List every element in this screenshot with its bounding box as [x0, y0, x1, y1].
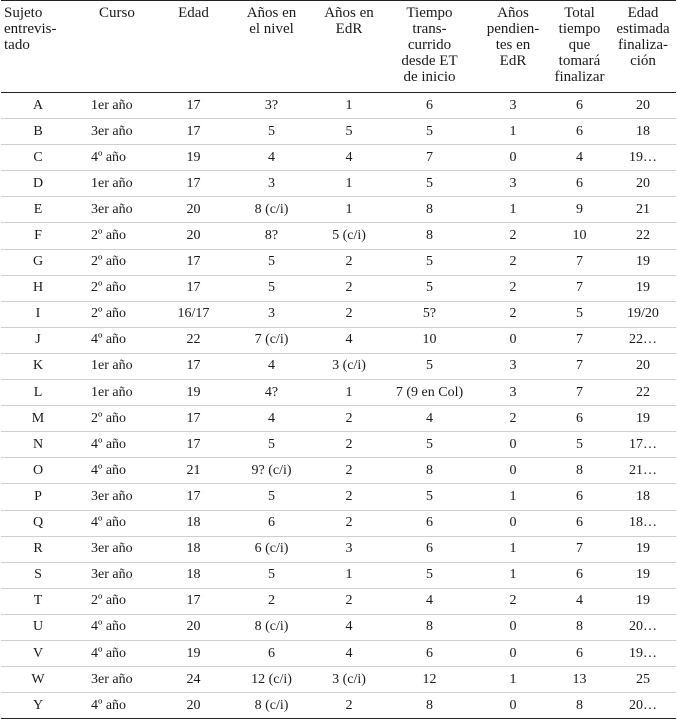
cell-tiempo-transcurrido: 5 [382, 119, 477, 145]
header-line: tes en [495, 37, 531, 53]
cell-anos-en-edr: 2 [316, 406, 382, 432]
cell-total-tiempo: 7 [549, 353, 610, 379]
cell-curso: 2º año [75, 588, 160, 614]
cell-sujeto: D [1, 171, 75, 197]
cell-anos-en-nivel: 9? (c/i) [227, 458, 316, 484]
cell-anos-pendientes: 1 [477, 197, 549, 223]
cell-tiempo-transcurrido: 10 [382, 327, 477, 353]
cell-anos-en-nivel: 5 [227, 484, 316, 510]
cell-edad-estimada: 18 [610, 119, 676, 145]
cell-anos-en-nivel: 3 [227, 171, 316, 197]
header-line: Sujeto [4, 5, 43, 21]
cell-anos-pendientes: 2 [477, 223, 549, 249]
cell-total-tiempo: 4 [549, 145, 610, 171]
cell-total-tiempo: 6 [549, 406, 610, 432]
cell-edad: 19 [160, 380, 227, 406]
cell-sujeto: F [1, 223, 75, 249]
cell-edad-estimada: 19 [610, 249, 676, 275]
cell-edad-estimada: 22… [610, 327, 676, 353]
cell-edad-estimada: 19… [610, 640, 676, 666]
cell-edad: 17 [160, 588, 227, 614]
table-row [1, 119, 676, 145]
cell-anos-en-edr: 2 [316, 275, 382, 301]
cell-tiempo-transcurrido: 12 [382, 667, 477, 693]
cell-total-tiempo: 7 [549, 380, 610, 406]
table-row [1, 223, 676, 249]
cell-sujeto: A [1, 93, 75, 119]
cell-anos-en-edr: 2 [316, 301, 382, 327]
header-line: Curso [99, 5, 135, 21]
table-row [1, 588, 676, 614]
cell-curso: 4º año [75, 693, 160, 719]
cell-anos-en-nivel: 4? [227, 380, 316, 406]
cell-edad-estimada: 21… [610, 458, 676, 484]
cell-total-tiempo: 6 [549, 484, 610, 510]
cell-total-tiempo: 4 [549, 588, 610, 614]
header-edad [160, 1, 227, 93]
header-edad-estimada [610, 1, 676, 93]
cell-edad-estimada: 21 [610, 197, 676, 223]
cell-curso: 2º año [75, 275, 160, 301]
cell-curso: 3er año [75, 562, 160, 588]
cell-anos-en-edr: 2 [316, 588, 382, 614]
table-row [1, 353, 676, 379]
cell-sujeto: R [1, 536, 75, 562]
cell-edad: 18 [160, 536, 227, 562]
cell-anos-en-edr: 4 [316, 614, 382, 640]
cell-anos-en-nivel: 6 [227, 510, 316, 536]
cell-total-tiempo: 9 [549, 197, 610, 223]
header-sujeto [1, 1, 75, 93]
cell-curso: 1er año [75, 353, 160, 379]
header-line: Total [564, 5, 595, 21]
table-row [1, 406, 676, 432]
cell-sujeto: T [1, 588, 75, 614]
cell-anos-en-nivel: 5 [227, 249, 316, 275]
cell-anos-en-edr: 5 (c/i) [316, 223, 382, 249]
cell-curso: 2º año [75, 249, 160, 275]
cell-total-tiempo: 6 [549, 510, 610, 536]
table-row [1, 536, 676, 562]
cell-curso: 2º año [75, 301, 160, 327]
cell-sujeto: H [1, 275, 75, 301]
cell-anos-pendientes: 0 [477, 614, 549, 640]
cell-anos-en-edr: 3 [316, 536, 382, 562]
cell-tiempo-transcurrido: 4 [382, 406, 477, 432]
cell-anos-en-nivel: 12 (c/i) [227, 667, 316, 693]
cell-total-tiempo: 8 [549, 458, 610, 484]
table-row [1, 145, 676, 171]
cell-anos-en-nivel: 2 [227, 588, 316, 614]
cell-tiempo-transcurrido: 8 [382, 223, 477, 249]
cell-curso: 3er año [75, 119, 160, 145]
cell-tiempo-transcurrido: 8 [382, 197, 477, 223]
header-anos-en-nivel [227, 1, 316, 93]
cell-edad: 17 [160, 93, 227, 119]
cell-edad: 20 [160, 693, 227, 719]
cell-anos-en-edr: 2 [316, 510, 382, 536]
cell-curso: 1er año [75, 93, 160, 119]
cell-curso: 2º año [75, 223, 160, 249]
cell-curso: 1er año [75, 171, 160, 197]
cell-sujeto: C [1, 145, 75, 171]
cell-edad-estimada: 18… [610, 510, 676, 536]
header-line: que [568, 37, 591, 53]
table-row [1, 380, 676, 406]
cell-edad-estimada: 20 [610, 93, 676, 119]
cell-anos-en-edr: 2 [316, 249, 382, 275]
header-row [1, 1, 676, 93]
cell-tiempo-transcurrido: 4 [382, 588, 477, 614]
cell-anos-pendientes: 3 [477, 171, 549, 197]
cell-tiempo-transcurrido: 7 [382, 145, 477, 171]
cell-curso: 3er año [75, 484, 160, 510]
cell-tiempo-transcurrido: 6 [382, 640, 477, 666]
cell-total-tiempo: 10 [549, 223, 610, 249]
header-line: tiempo [558, 21, 601, 37]
cell-sujeto: M [1, 406, 75, 432]
header-anos-en-edr [316, 1, 382, 93]
cell-curso: 3er año [75, 667, 160, 693]
cell-anos-en-edr: 4 [316, 145, 382, 171]
cell-edad-estimada: 19 [610, 562, 676, 588]
header-line: finalizar [554, 69, 605, 85]
table-row [1, 693, 676, 719]
cell-anos-pendientes: 3 [477, 93, 549, 119]
cell-curso: 4º año [75, 432, 160, 458]
table-row [1, 249, 676, 275]
cell-tiempo-transcurrido: 5 [382, 562, 477, 588]
cell-edad-estimada: 18 [610, 484, 676, 510]
cell-edad-estimada: 19 [610, 588, 676, 614]
cell-tiempo-transcurrido: 8 [382, 458, 477, 484]
table-row [1, 562, 676, 588]
cell-sujeto: K [1, 353, 75, 379]
cell-total-tiempo: 5 [549, 432, 610, 458]
table-row [1, 640, 676, 666]
cell-total-tiempo: 5 [549, 301, 610, 327]
table-row [1, 171, 676, 197]
cell-anos-pendientes: 0 [477, 640, 549, 666]
cell-edad: 18 [160, 510, 227, 536]
cell-edad-estimada: 20 [610, 353, 676, 379]
cell-anos-pendientes: 0 [477, 458, 549, 484]
cell-anos-pendientes: 2 [477, 249, 549, 275]
cell-anos-en-nivel: 6 [227, 640, 316, 666]
cell-anos-en-edr: 2 [316, 693, 382, 719]
cell-edad: 21 [160, 458, 227, 484]
header-anos-pendientes [477, 1, 549, 93]
cell-anos-pendientes: 1 [477, 484, 549, 510]
header-line: trans- [412, 21, 447, 37]
cell-anos-en-nivel: 5 [227, 275, 316, 301]
cell-edad: 24 [160, 667, 227, 693]
cell-anos-pendientes: 3 [477, 353, 549, 379]
header-line: tado [4, 37, 30, 53]
header-line: Años en [246, 5, 297, 21]
cell-tiempo-transcurrido: 5 [382, 353, 477, 379]
cell-edad-estimada: 20 [610, 171, 676, 197]
cell-anos-en-edr: 1 [316, 93, 382, 119]
cell-anos-en-edr: 4 [316, 327, 382, 353]
cell-anos-pendientes: 2 [477, 406, 549, 432]
cell-total-tiempo: 6 [549, 171, 610, 197]
cell-curso: 3er año [75, 197, 160, 223]
table-row [1, 667, 676, 693]
table-body [1, 93, 676, 719]
header-line: desde ET [401, 53, 458, 69]
cell-edad-estimada: 17… [610, 432, 676, 458]
header-curso [75, 1, 160, 93]
cell-curso: 4º año [75, 640, 160, 666]
cell-sujeto: U [1, 614, 75, 640]
cell-edad-estimada: 25 [610, 667, 676, 693]
cell-edad-estimada: 22 [610, 380, 676, 406]
header-line: ción [630, 53, 656, 69]
cell-anos-en-nivel: 7 (c/i) [227, 327, 316, 353]
cell-tiempo-transcurrido: 5? [382, 301, 477, 327]
cell-tiempo-transcurrido: 6 [382, 93, 477, 119]
header-line: EdR [335, 21, 363, 37]
header-line: Años [497, 5, 529, 21]
cell-sujeto: L [1, 380, 75, 406]
cell-sujeto: W [1, 667, 75, 693]
cell-anos-en-nivel: 8 (c/i) [227, 197, 316, 223]
header-total-tiempo [549, 1, 610, 93]
cell-edad-estimada: 19 [610, 406, 676, 432]
table-row [1, 458, 676, 484]
table-row [1, 275, 676, 301]
cell-anos-pendientes: 1 [477, 119, 549, 145]
header-line: Años en [324, 5, 374, 21]
cell-edad-estimada: 19 [610, 275, 676, 301]
cell-edad-estimada: 19 [610, 536, 676, 562]
cell-anos-en-nivel: 6 (c/i) [227, 536, 316, 562]
cell-edad: 18 [160, 562, 227, 588]
cell-tiempo-transcurrido: 6 [382, 536, 477, 562]
cell-edad: 19 [160, 145, 227, 171]
cell-total-tiempo: 8 [549, 693, 610, 719]
cell-anos-pendientes: 2 [477, 275, 549, 301]
cell-edad: 20 [160, 197, 227, 223]
cell-anos-en-nivel: 3 [227, 301, 316, 327]
cell-total-tiempo: 7 [549, 327, 610, 353]
students-table [1, 0, 676, 719]
cell-total-tiempo: 6 [549, 93, 610, 119]
cell-edad-estimada: 20… [610, 614, 676, 640]
cell-sujeto: V [1, 640, 75, 666]
cell-total-tiempo: 7 [549, 536, 610, 562]
cell-edad: 17 [160, 484, 227, 510]
header-line: Tiempo [406, 5, 453, 21]
header-line: EdR [499, 53, 527, 69]
cell-edad-estimada: 19… [610, 145, 676, 171]
header-line: de inicio [403, 69, 456, 85]
cell-curso: 4º año [75, 510, 160, 536]
cell-edad: 17 [160, 275, 227, 301]
cell-anos-en-edr: 5 [316, 119, 382, 145]
cell-anos-en-nivel: 4 [227, 145, 316, 171]
cell-anos-en-nivel: 5 [227, 562, 316, 588]
header-line: entrevis- [4, 21, 57, 37]
cell-tiempo-transcurrido: 7 (9 en Col) [382, 380, 477, 406]
cell-anos-pendientes: 0 [477, 327, 549, 353]
cell-anos-en-nivel: 8? [227, 223, 316, 249]
cell-anos-en-edr: 2 [316, 432, 382, 458]
cell-anos-en-edr: 1 [316, 380, 382, 406]
cell-edad: 17 [160, 171, 227, 197]
table-header [1, 1, 676, 93]
cell-anos-en-nivel: 5 [227, 432, 316, 458]
cell-sujeto: Q [1, 510, 75, 536]
cell-curso: 4º año [75, 327, 160, 353]
cell-anos-pendientes: 0 [477, 510, 549, 536]
header-tiempo-transcurrido [382, 1, 477, 93]
cell-sujeto: S [1, 562, 75, 588]
cell-edad-estimada: 20… [610, 693, 676, 719]
cell-edad: 20 [160, 223, 227, 249]
header-line: Edad [627, 5, 659, 21]
cell-tiempo-transcurrido: 5 [382, 432, 477, 458]
cell-anos-en-edr: 3 (c/i) [316, 667, 382, 693]
cell-anos-pendientes: 2 [477, 301, 549, 327]
cell-edad: 17 [160, 249, 227, 275]
cell-edad: 19 [160, 640, 227, 666]
cell-anos-pendientes: 0 [477, 693, 549, 719]
cell-anos-en-edr: 2 [316, 458, 382, 484]
table-row [1, 197, 676, 223]
cell-edad: 22 [160, 327, 227, 353]
cell-anos-pendientes: 0 [477, 145, 549, 171]
cell-edad: 20 [160, 614, 227, 640]
cell-anos-en-edr: 1 [316, 171, 382, 197]
cell-anos-en-nivel: 8 (c/i) [227, 614, 316, 640]
cell-tiempo-transcurrido: 8 [382, 614, 477, 640]
cell-curso: 4º año [75, 614, 160, 640]
cell-sujeto: J [1, 327, 75, 353]
cell-edad: 16/17 [160, 301, 227, 327]
header-line: estimada [616, 21, 670, 37]
cell-edad: 17 [160, 353, 227, 379]
cell-total-tiempo: 6 [549, 640, 610, 666]
cell-total-tiempo: 7 [549, 249, 610, 275]
header-line: Edad [178, 5, 209, 21]
cell-sujeto: I [1, 301, 75, 327]
cell-tiempo-transcurrido: 5 [382, 249, 477, 275]
cell-curso: 2º año [75, 406, 160, 432]
cell-edad: 17 [160, 119, 227, 145]
cell-sujeto: N [1, 432, 75, 458]
cell-curso: 1er año [75, 380, 160, 406]
cell-sujeto: B [1, 119, 75, 145]
cell-anos-pendientes: 2 [477, 588, 549, 614]
cell-anos-en-edr: 2 [316, 484, 382, 510]
cell-anos-en-nivel: 8 (c/i) [227, 693, 316, 719]
cell-anos-pendientes: 1 [477, 562, 549, 588]
table-row [1, 484, 676, 510]
cell-total-tiempo: 13 [549, 667, 610, 693]
header-line: el nivel [249, 21, 294, 37]
cell-sujeto: E [1, 197, 75, 223]
cell-anos-en-edr: 3 (c/i) [316, 353, 382, 379]
cell-anos-pendientes: 1 [477, 536, 549, 562]
table-row [1, 327, 676, 353]
cell-sujeto: O [1, 458, 75, 484]
cell-total-tiempo: 6 [549, 119, 610, 145]
table-row [1, 510, 676, 536]
cell-anos-pendientes: 1 [477, 667, 549, 693]
cell-anos-en-nivel: 4 [227, 406, 316, 432]
header-line: finaliza- [618, 37, 668, 53]
cell-total-tiempo: 7 [549, 275, 610, 301]
cell-anos-en-edr: 1 [316, 197, 382, 223]
header-line: pendien- [486, 21, 540, 37]
cell-anos-en-nivel: 4 [227, 353, 316, 379]
cell-curso: 4º año [75, 145, 160, 171]
table-row [1, 93, 676, 119]
cell-edad: 17 [160, 432, 227, 458]
table-row [1, 614, 676, 640]
cell-edad-estimada: 22 [610, 223, 676, 249]
cell-curso: 4º año [75, 458, 160, 484]
cell-anos-en-edr: 1 [316, 562, 382, 588]
table-row [1, 432, 676, 458]
cell-tiempo-transcurrido: 5 [382, 171, 477, 197]
cell-anos-pendientes: 3 [477, 380, 549, 406]
cell-anos-pendientes: 0 [477, 432, 549, 458]
header-line: currido [407, 37, 452, 53]
table-row [1, 301, 676, 327]
cell-anos-en-edr: 4 [316, 640, 382, 666]
cell-total-tiempo: 6 [549, 562, 610, 588]
cell-sujeto: G [1, 249, 75, 275]
cell-tiempo-transcurrido: 8 [382, 693, 477, 719]
cell-anos-en-nivel: 5 [227, 119, 316, 145]
cell-edad: 17 [160, 406, 227, 432]
cell-total-tiempo: 8 [549, 614, 610, 640]
cell-tiempo-transcurrido: 6 [382, 510, 477, 536]
cell-tiempo-transcurrido: 5 [382, 484, 477, 510]
cell-edad-estimada: 19/20 [610, 301, 676, 327]
cell-sujeto: Y [1, 693, 75, 719]
cell-anos-en-nivel: 3? [227, 93, 316, 119]
header-line: tomará [558, 53, 601, 69]
cell-sujeto: P [1, 484, 75, 510]
cell-curso: 3er año [75, 536, 160, 562]
cell-tiempo-transcurrido: 5 [382, 275, 477, 301]
